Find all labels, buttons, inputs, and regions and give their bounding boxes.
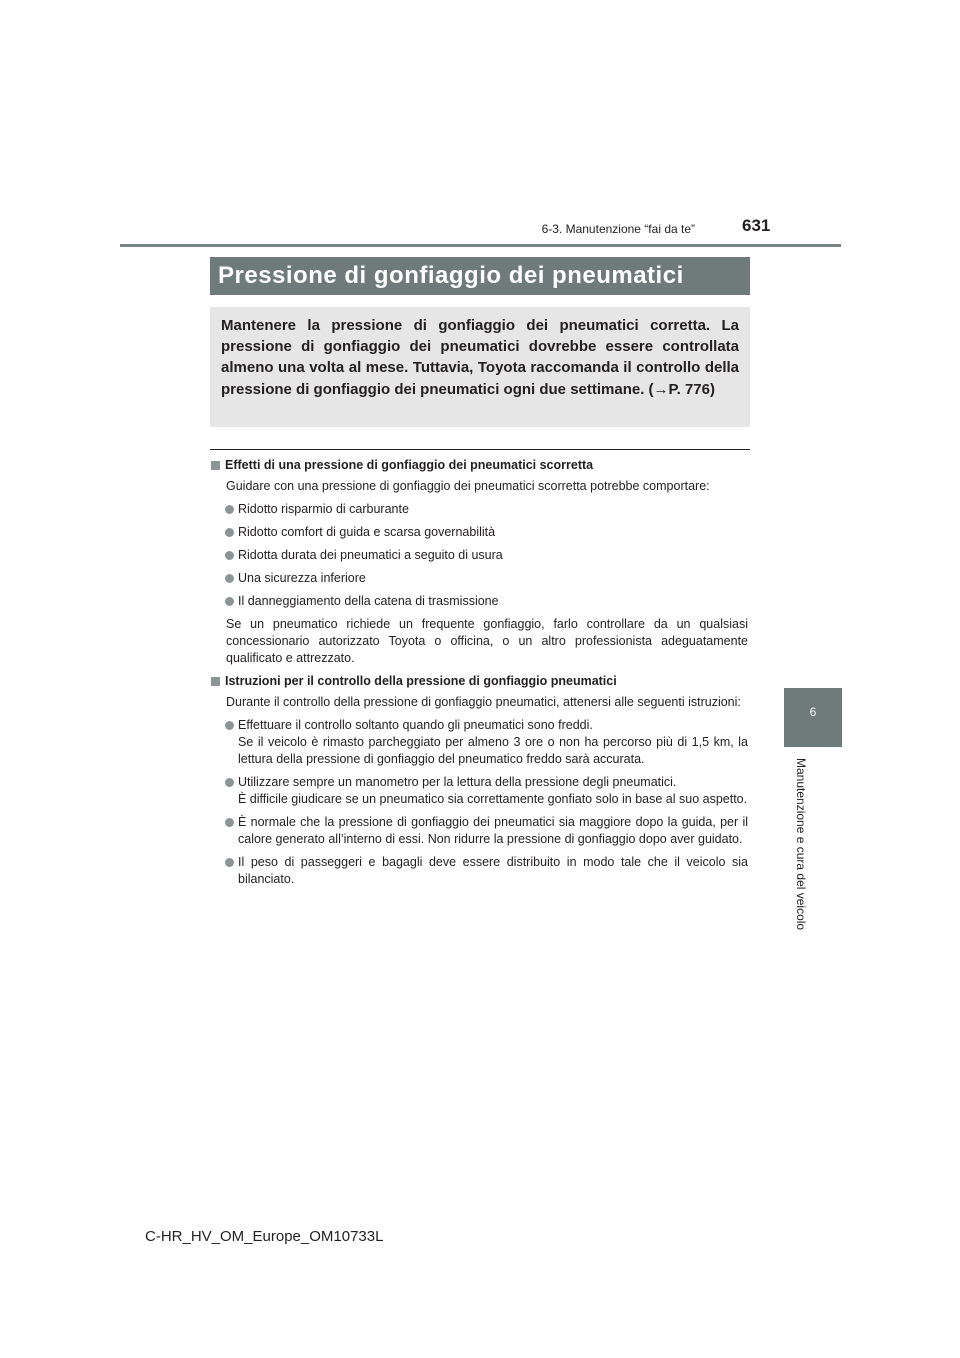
list-item [211,593,748,610]
square-bullet-icon [211,677,220,686]
round-bullet-icon [225,818,234,827]
content-divider [210,449,750,450]
list-item [211,547,748,564]
round-bullet-icon [225,505,234,514]
list-item-text: Ridotta durata dei pneumatici a seguito di usura [238,548,503,562]
round-bullet-icon [225,597,234,606]
page-number: 631 [742,216,771,235]
section-outro: Se un pneumatico richiede un frequente gonfiaggio, farlo controllare da un qualsiasi concessionario autorizzato Toyota o officina, o un altro professionista adeguatamente qualificato e attrezzato. [226,617,748,665]
section-heading [211,457,748,474]
section-intro: Guidare con una pressione di gonfiaggio dei pneumatici scorretta potrebbe comportare: [226,479,710,493]
round-bullet-icon [225,721,234,730]
chapter-tab [784,688,842,747]
round-bullet-icon [225,778,234,787]
list-item-text: Una sicurezza inferiore [238,571,366,585]
section-heading-text: Istruzioni per il controllo della pressione di gonfiaggio pneumatici [225,674,617,688]
main-content [211,457,748,888]
round-bullet-icon [225,574,234,583]
footer-document-code: C-HR_HV_OM_Europe_OM10733L [145,1228,384,1245]
list-item [211,774,748,808]
list-item-subtext: Se il veicolo è rimasto parcheggiato per almeno 3 ore o non ha percorso più di 1,5 km, la lettura della pressione di gonfiaggio del pneumatico freddo sarà accurata. [238,735,748,766]
header-divider [120,244,841,247]
chapter-label: Manutenzione e cura del veicolo [794,758,808,931]
intro-text: Mantenere la pressione di gonfiaggio dei pneumatici corretta. La pressione di gonfiaggio dei pneumatici dovrebbe essere controllata almeno una volta al mese. Tuttavia, Toyota raccomanda il controllo della pressione di gonfiaggio dei pneumatici ogni due settimane. (→P. 776) [221,317,739,398]
list-item-text: Ridotto risparmio di carburante [238,502,409,516]
list-item-text: È normale che la pressione di gonfiaggio dei pneumatici sia maggiore dopo la guida, per il calore generato all’interno di essi. Non ridurre la pressione di gonfiaggio dopo aver guidato. [238,815,748,846]
list-item [211,524,748,541]
square-bullet-icon [211,461,220,470]
list-item [211,717,748,768]
list-item-text: Ridotto comfort di guida e scarsa governabilità [238,525,496,539]
intro-box [210,307,750,427]
round-bullet-icon [225,528,234,537]
list-item-text: Utilizzare sempre un manometro per la lettura della pressione degli pneumatici. [238,775,677,789]
list-item-text: Il danneggiamento della catena di trasmissione [238,594,499,608]
list-item-text: Effettuare il controllo soltanto quando gli pneumatici sono freddi. [238,718,593,732]
section-heading [211,673,748,690]
round-bullet-icon [225,858,234,867]
chapter-number: 6 [809,705,817,719]
round-bullet-icon [225,551,234,560]
list-item-text: Il peso di passeggeri e bagagli deve essere distribuito in modo tale che il veicolo sia bilanciato. [238,855,748,886]
section-intro: Durante il controllo della pressione di gonfiaggio pneumatici, attenersi alle seguenti istruzioni: [226,695,741,709]
page-title: Pressione di gonfiaggio dei pneumatici [210,257,750,295]
list-item [211,814,748,848]
list-item [211,570,748,587]
list-item [211,501,748,518]
list-item-subtext: È difficile giudicare se un pneumatico sia correttamente gonfiato solo in base al suo aspetto. [238,792,748,806]
list-item [211,854,748,888]
header-section-title: 6-3. Manutenzione “fai da te” [541,222,695,236]
section-heading-text: Effetti di una pressione di gonfiaggio dei pneumatici scorretta [225,458,594,472]
